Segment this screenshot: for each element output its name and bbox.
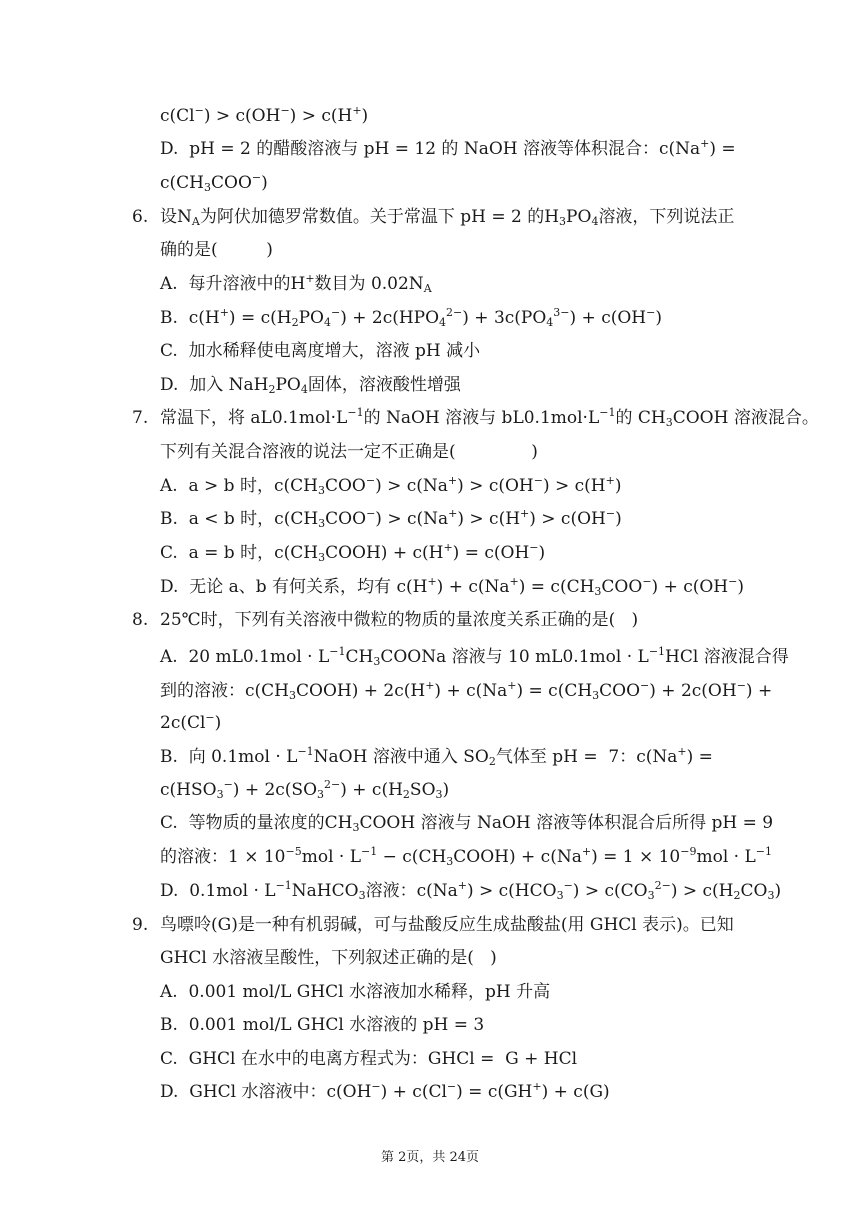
q6-option-d: D. 加入 $NaH_2PO_4$固体，溶液酸性增强 — [160, 375, 461, 396]
q5-option-d: D. pH = 2 的醋酸溶液与 pH = 12 的 NaOH 溶液等体积混合：c(Na+) = — [160, 137, 736, 159]
q9-stem: GHCl 水溶液呈酸性，下列叙述正确的是( ) — [160, 948, 497, 968]
q9-option-a: A. 0.001 mol/L GHCl 水溶液加水稀释，pH 升高 — [160, 982, 551, 1002]
q6-stem: 确的是( ) — [160, 240, 273, 260]
q8-stem: 25℃时，下列有关溶液中微粒的物质的量浓度关系正确的是( ) — [160, 610, 639, 630]
q8-option-a: 2c(Cl−) — [160, 711, 222, 733]
q9-option-c: C. GHCl 在水中的电离方程式为：GHCl = G + HCl — [160, 1049, 578, 1069]
q9-stem: 鸟嘌呤(G)是一种有机弱碱，可与盐酸反应生成盐酸盐(用 GHCl 表示)。已知 — [160, 915, 734, 935]
q7-option-a: A. a > b 时，$c(CH_3COO^-) > c(Na^+) > c(OH^-) > c(H^+)$ — [160, 474, 622, 497]
q6-option-b: B. $c(H^+) = c(H_2PO_4^-) + 2c(HPO_4^{2-}) + 3c(PO_4^{3-}) + c(OH^-)$ — [160, 306, 662, 329]
q7-option-c: C. a = b 时，$c(CH_3COOH) + c(H^+) = c(OH^-)$ — [160, 541, 546, 564]
q8-option-a: A. 20 $mL0.1mol \cdot L^{-1}CH_3COONa$ 溶液与 10 $mL0.1mol \cdot L^{-1}HCl$ 溶液混合得 — [160, 645, 789, 668]
q9-option-b: B. 0.001 mol/L GHCl 水溶液的 pH = 3 — [160, 1015, 485, 1035]
q7-stem: 下列有关混合溶液的说法一定不正确是( ) — [160, 442, 538, 462]
q8-option-a: 到的溶液：$c(CH_3COOH) + 2c(H^+) + c(Na^+) = c(CH_3COO^-) + 2c(OH^-)$ + — [160, 679, 773, 702]
q7-option-d: D. 无论 a、b 有何关系，均有 $c(H^+) + c(Na^+) = c(CH_3COO^-) + c(OH^-)$ — [160, 575, 744, 598]
q6-option-c: C. 加水稀释使电离度增大，溶液 pH 减小 — [160, 341, 481, 361]
q8-option-c: 的溶液：$1 \times 10^{-5}mol \cdot L^{-1}$ − $c(CH_3COOH) + c(Na^+) = 1 \times 10^{-9}mol \cdot L^{-1}$ — [160, 845, 772, 868]
q6-stem: 设$N_A$为阿伏加德罗常数值。关于常温下 pH = 2 的$H_3PO_4$溶液，下列说法正 — [160, 207, 735, 228]
question-number: 7. — [132, 408, 149, 428]
question-number: 6. — [132, 207, 149, 227]
q7-stem: 常温下，将 $aL0.1mol\cdot L^{-1}$的 NaOH 溶液与 $bL0.1mol\cdot L^{-1}$的 $CH_3COOH$ 溶液混合。 — [160, 406, 819, 429]
line-continuation: $c(CH_3COO^-)$ — [160, 171, 268, 194]
q8-option-d: D. $0.1mol \cdot L^{-1}NaHCO_3$溶液：$c(Na^+) > c(HCO_3^-) > c(CO_3^{2-}) > c(H_2CO_3)$ — [160, 879, 782, 902]
q7-option-b: B. a < b 时，$c(CH_3COO^-) > c(Na^+) > c(H^+) > c(OH^-)$ — [160, 507, 622, 530]
q8-option-c: C. 等物质的量浓度的$CH_3COOH$ 溶液与 NaOH 溶液等体积混合后所得 pH = 9 — [160, 813, 774, 834]
page-footer: 第 2页，共 24页 — [380, 1150, 480, 1165]
q9-option-d: D. GHCl 水溶液中：c(OH−) + c(Cl−) = c(GH+) + c(G) — [160, 1080, 610, 1102]
q8-option-b: $c(HSO_3^-) + 2c(SO_3^{2-}) + c(H_2SO_3)$ — [160, 778, 450, 801]
q8-option-b: B. 向 $0.1mol \cdot L^{-1}NaOH$ 溶液中通入 $SO_2$气体至 pH = 7：c(Na+) = — [160, 745, 713, 768]
question-number: 8. — [132, 610, 149, 630]
line-continuation: c(Cl−) > c(OH−) > c(H+) — [160, 104, 369, 126]
q6-option-a: A. 每升溶液中的H+数目为 $0.02N_A$ — [160, 272, 432, 295]
question-number: 9. — [132, 915, 149, 935]
